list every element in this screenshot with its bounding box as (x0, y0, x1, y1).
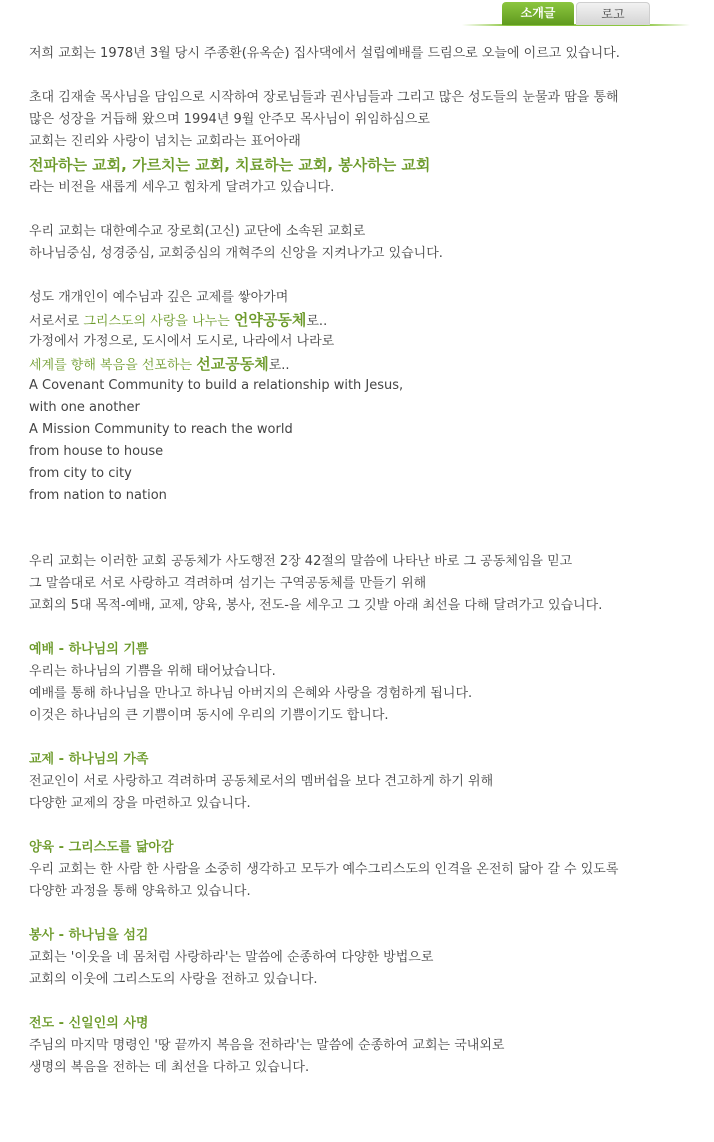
purpose-service-heading: 봉사 - 하나님을 섬김 (29, 928, 149, 943)
purpose-worship-line-2: 예배를 통해 하나님을 만나고 하나님 아버지의 은혜와 사랑을 경험하게 됩니다. (29, 686, 473, 701)
intro-paragraph-2-line-2: 많은 성장을 거듭해 왔으며 1994년 9월 안주모 목사님이 위임하심으로 (29, 112, 430, 127)
covenant-community-line (29, 309, 699, 331)
vision-statement: 전파하는 교회, 가르치는 교회, 치료하는 교회, 봉사하는 교회 (29, 156, 431, 174)
purpose-discipleship-line-1: 우리 교회는 한 사람 한 사람을 소중히 생각하고 모두가 예수그리스도의 인격을 온전히 닮아 갈 수 있도록 (29, 862, 619, 877)
intro-content (29, 43, 699, 1079)
intro-paragraph-1: 저희 교회는 1978년 3월 당시 주종환(유옥순) 집사댁에서 설립예배를 드림으로 오늘에 이르고 있습니다. (29, 46, 620, 61)
purpose-discipleship-line-2: 다양한 과정을 통해 양육하고 있습니다. (29, 884, 251, 899)
purpose-worship-heading: 예배 - 하나님의 기쁨 (29, 642, 149, 657)
purpose-worship-line-1: 우리는 하나님의 기쁨을 위해 태어났습니다. (29, 664, 276, 679)
intro-paragraph-2-line-1: 초대 김재술 목사님을 담임으로 시작하여 장로님들과 권사님들과 그리고 많은 성도들의 눈물과 땀을 통해 (29, 90, 619, 105)
english-line-1: A Covenant Community to build a relationship with Jesus, (29, 378, 404, 393)
covenant-suffix: 로.. (306, 314, 328, 329)
covenant-highlight: 그리스도의 사랑을 나누는 (83, 314, 234, 329)
purpose-service-line-1: 교회는 '이웃을 네 몸처럼 사랑하라'는 말씀에 순종하여 다양한 방법으로 (29, 950, 434, 965)
english-line-3: A Mission Community to reach the world (29, 422, 293, 437)
purpose-fellowship-line-2: 다양한 교제의 장을 마련하고 있습니다. (29, 796, 251, 811)
intro-paragraph-4-line-3: 가정에서 가정으로, 도시에서 도시로, 나라에서 나라로 (29, 334, 335, 349)
purpose-discipleship-heading: 양육 - 그리스도를 닮아감 (29, 840, 174, 855)
intro-paragraph-5-line-3: 교회의 5대 목적-예배, 교제, 양육, 봉사, 전도-을 세우고 그 깃발 아래 최선을 다해 달려가고 있습니다. (29, 598, 603, 613)
purpose-evangelism-heading: 전도 - 신일인의 사명 (29, 1016, 149, 1031)
covenant-prefix: 서로서로 (29, 314, 84, 329)
purpose-evangelism-line-2: 생명의 복음을 전하는 데 최선을 다하고 있습니다. (29, 1060, 310, 1075)
mission-highlight: 세계를 향해 복음을 선포하는 (29, 358, 197, 373)
purpose-worship-line-3: 이것은 하나님의 큰 기쁨이며 동시에 우리의 기쁨이기도 합니다. (29, 708, 389, 723)
english-line-5: from city to city (29, 466, 132, 481)
covenant-community-label: 언약공동체 (233, 311, 307, 329)
tab-logo[interactable]: 로고 (576, 2, 650, 25)
intro-paragraph-2-line-3: 교회는 진리와 사랑이 넘치는 교회라는 표어아래 (29, 134, 301, 149)
english-line-6: from nation to nation (29, 488, 167, 503)
intro-paragraph-5-line-1: 우리 교회는 이러한 교회 공동체가 사도행전 2장 42절의 말씀에 나타난 바로 그 공동체임을 믿고 (29, 554, 573, 569)
purpose-fellowship-line-1: 전교인이 서로 사랑하고 격려하며 공동체로서의 멤버쉽을 보다 견고하게 하기 위해 (29, 774, 494, 789)
intro-paragraph-2-line-5: 라는 비전을 새롭게 세우고 힘차게 달려가고 있습니다. (29, 180, 335, 195)
intro-paragraph-4-line-1: 성도 개개인이 예수님과 깊은 교제를 쌓아가며 (29, 290, 289, 305)
purpose-service-line-2: 교회의 이웃에 그리스도의 사랑을 전하고 있습니다. (29, 972, 318, 987)
mission-community-label: 선교공동체 (196, 355, 269, 373)
mission-community-line (29, 353, 699, 375)
mission-suffix: 로.. (268, 358, 290, 373)
english-line-4: from house to house (29, 444, 164, 459)
intro-paragraph-3-line-2: 하나님중심, 성경중심, 교회중심의 개혁주의 신앙을 지켜나가고 있습니다. (29, 246, 443, 261)
purpose-fellowship-heading: 교제 - 하나님의 가족 (29, 752, 149, 767)
tab-bar (0, 0, 714, 30)
intro-paragraph-3-line-1: 우리 교회는 대한예수교 장로회(고신) 교단에 소속된 교회로 (29, 224, 366, 239)
purpose-evangelism-line-1: 주님의 마지막 명령인 '땅 끝까지 복음을 전하라'는 말씀에 순종하여 교회는 국내외로 (29, 1038, 505, 1053)
tab-intro[interactable]: 소개글 (502, 2, 574, 25)
intro-paragraph-5-line-2: 그 말씀대로 서로 사랑하고 격려하며 섬기는 구역공동체를 만들기 위해 (29, 576, 427, 591)
english-line-2: with one another (29, 400, 140, 415)
